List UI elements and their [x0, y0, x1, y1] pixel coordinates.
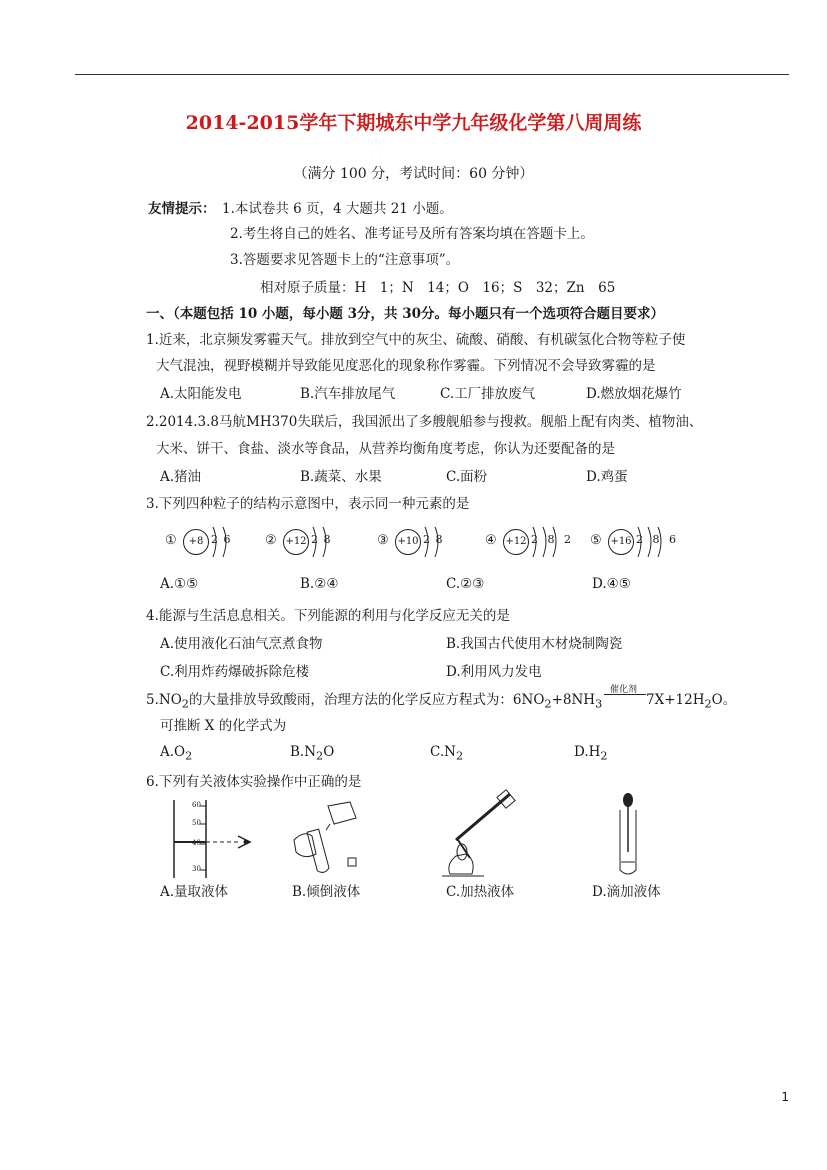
tip-2: 2.考生将自己的姓名、准考证号及所有答案均填在答题卡上。: [230, 226, 594, 242]
page-number: 1: [781, 1090, 789, 1104]
q4-option-a: A.使用液化石油气烹煮食物: [160, 636, 323, 652]
page-title: 2014-2015学年下期城东中学九年级化学第八周周练: [185, 112, 642, 134]
pouring-liquid-icon: [290, 800, 370, 878]
q1-stem-2: 大气混浊，视野模糊并导致能见度恶化的现象称作雾霾。下列情况不会导致雾霾的是: [156, 358, 656, 374]
q6-option-a: A.量取液体: [160, 884, 229, 900]
particle-diagram-1: [165, 523, 245, 563]
section-heading: 一、（本题包括 10 小题，每小题 3分，共 30分。每小题只有一个选项符合题目要求）: [146, 306, 665, 322]
q1-stem-1: 1.近来，北京频发雾霾天气。排放到空气中的灰尘、硫酸、硝酸、有机碳氢化合物等粒子使: [146, 332, 686, 348]
q6-option-c: C.加热液体: [446, 884, 515, 900]
particle-2-number: ②: [265, 533, 277, 548]
q1-option-a: A.太阳能发电: [160, 386, 242, 402]
q1-option-b: B.汽车排放尾气: [300, 386, 396, 402]
q2-option-a: A.猪油: [160, 469, 202, 485]
particle-diagram-3: [377, 523, 457, 563]
q1-option-d: D.燃放烟花爆竹: [586, 386, 682, 402]
equation-arrow: [604, 694, 646, 695]
q5-option-c: $C.N_2$: [430, 744, 464, 763]
particle-2-nucleus: +12: [283, 529, 309, 555]
particle-4-arcs: [529, 523, 569, 563]
q6-stem: 6.下列有关液体实验操作中正确的是: [146, 774, 362, 790]
q2-stem-1: 2.2014.3.8马航MH370失联后，我国派出了多艘舰船参与搜救。舰船上配有肉类、植物油、: [146, 414, 703, 430]
q3-option-d: D.④⑤: [592, 576, 631, 592]
q6-option-b: B.倾倒液体: [292, 884, 361, 900]
q3-option-b: B.②④: [300, 576, 339, 592]
particle-2-arcs: [309, 523, 339, 563]
q3-option-c: C.②③: [446, 576, 485, 592]
q2-option-d: D.鸡蛋: [586, 469, 628, 485]
q4-option-d: D.利用风力发电: [446, 664, 542, 680]
particle-diagram-5: [590, 523, 680, 563]
particle-1-number: ①: [165, 533, 177, 548]
graduated-cylinder-figure: [170, 798, 280, 880]
tips-label: 友情提示：: [148, 201, 216, 217]
q5-option-b: $B.N_2O$: [290, 744, 335, 763]
q5-option-d: $D.H_2$: [574, 744, 608, 763]
q6-option-d: D.滴加液体: [592, 884, 661, 900]
cylinder-tick-40: 40: [192, 839, 201, 847]
dropping-liquid-icon: [612, 792, 642, 882]
q2-stem-2: 大米、饼干、食盐、淡水等食品，从营养均衡角度考虑，你认为还要配备的是: [156, 441, 615, 457]
particle-5-nucleus: +16: [608, 529, 634, 555]
heating-liquid-icon: [440, 790, 540, 880]
particle-5-number: ⑤: [590, 533, 602, 548]
cylinder-tick-30: 30: [192, 865, 201, 873]
q4-stem: 4.能源与生活息息相关。下列能源的利用与化学反应无关的是: [146, 608, 510, 624]
q1-option-c: C.工厂排放废气: [440, 386, 536, 402]
particle-diagram-4: [485, 523, 575, 563]
q2-option-c: C.面粉: [446, 469, 488, 485]
q5-equation-products: $7X+12H_2O$。: [646, 692, 737, 711]
q3-option-a: A.①⑤: [160, 576, 199, 592]
particle-4-shells: 2 8 2: [531, 533, 574, 546]
particle-5-shells: 2 8 6: [636, 533, 679, 546]
top-rule: [75, 74, 789, 75]
q5-stem: $5.NO_2$的大量排放导致酸雨，治理方法的化学反应方程式为：$6NO_2+8NH_3$: [146, 692, 603, 711]
q3-stem: 3.下列四种粒子的结构示意图中，表示同一种元素的是: [146, 496, 470, 512]
cylinder-tick-60: 60: [192, 801, 201, 809]
particle-4-nucleus: +12: [503, 529, 529, 555]
particle-2-shells: 2 8: [311, 533, 332, 546]
particle-1-nucleus: +8: [183, 529, 209, 555]
q2-option-b: B.蔬菜、水果: [300, 469, 382, 485]
particle-3-arcs: [421, 523, 451, 563]
tip-1: 1.本试卷共 6 页，4 大题共 21 小题。: [222, 201, 453, 217]
q5-stem-2: 可推断 X 的化学式为: [160, 718, 287, 734]
particle-3-shells: 2 8: [423, 533, 444, 546]
atomic-mass: 相对原子质量：H 1；N 14；O 16；S 32；Zn 65: [260, 280, 616, 296]
q5-option-a: $A.O_2$: [160, 744, 193, 763]
q4-option-c: C.利用炸药爆破拆除危楼: [160, 664, 310, 680]
particle-1-shells: 2 6: [211, 533, 232, 546]
particle-4-number: ④: [485, 533, 497, 548]
particle-3-number: ③: [377, 533, 389, 548]
catalyst-label: 催化剂: [610, 685, 638, 695]
particle-diagram-2: [265, 523, 345, 563]
cylinder-tick-50: 50: [192, 819, 201, 827]
exam-info: （满分 100 分，考试时间：60 分钟）: [293, 166, 534, 182]
tip-3: 3.答题要求见答题卡上的“注意事项”。: [230, 252, 460, 268]
particle-3-nucleus: +10: [395, 529, 421, 555]
particle-5-arcs: [634, 523, 674, 563]
particle-1-arcs: [209, 523, 239, 563]
q4-option-b: B.我国古代使用木材烧制陶瓷: [446, 636, 623, 652]
graduated-cylinder-icon: [170, 798, 280, 880]
